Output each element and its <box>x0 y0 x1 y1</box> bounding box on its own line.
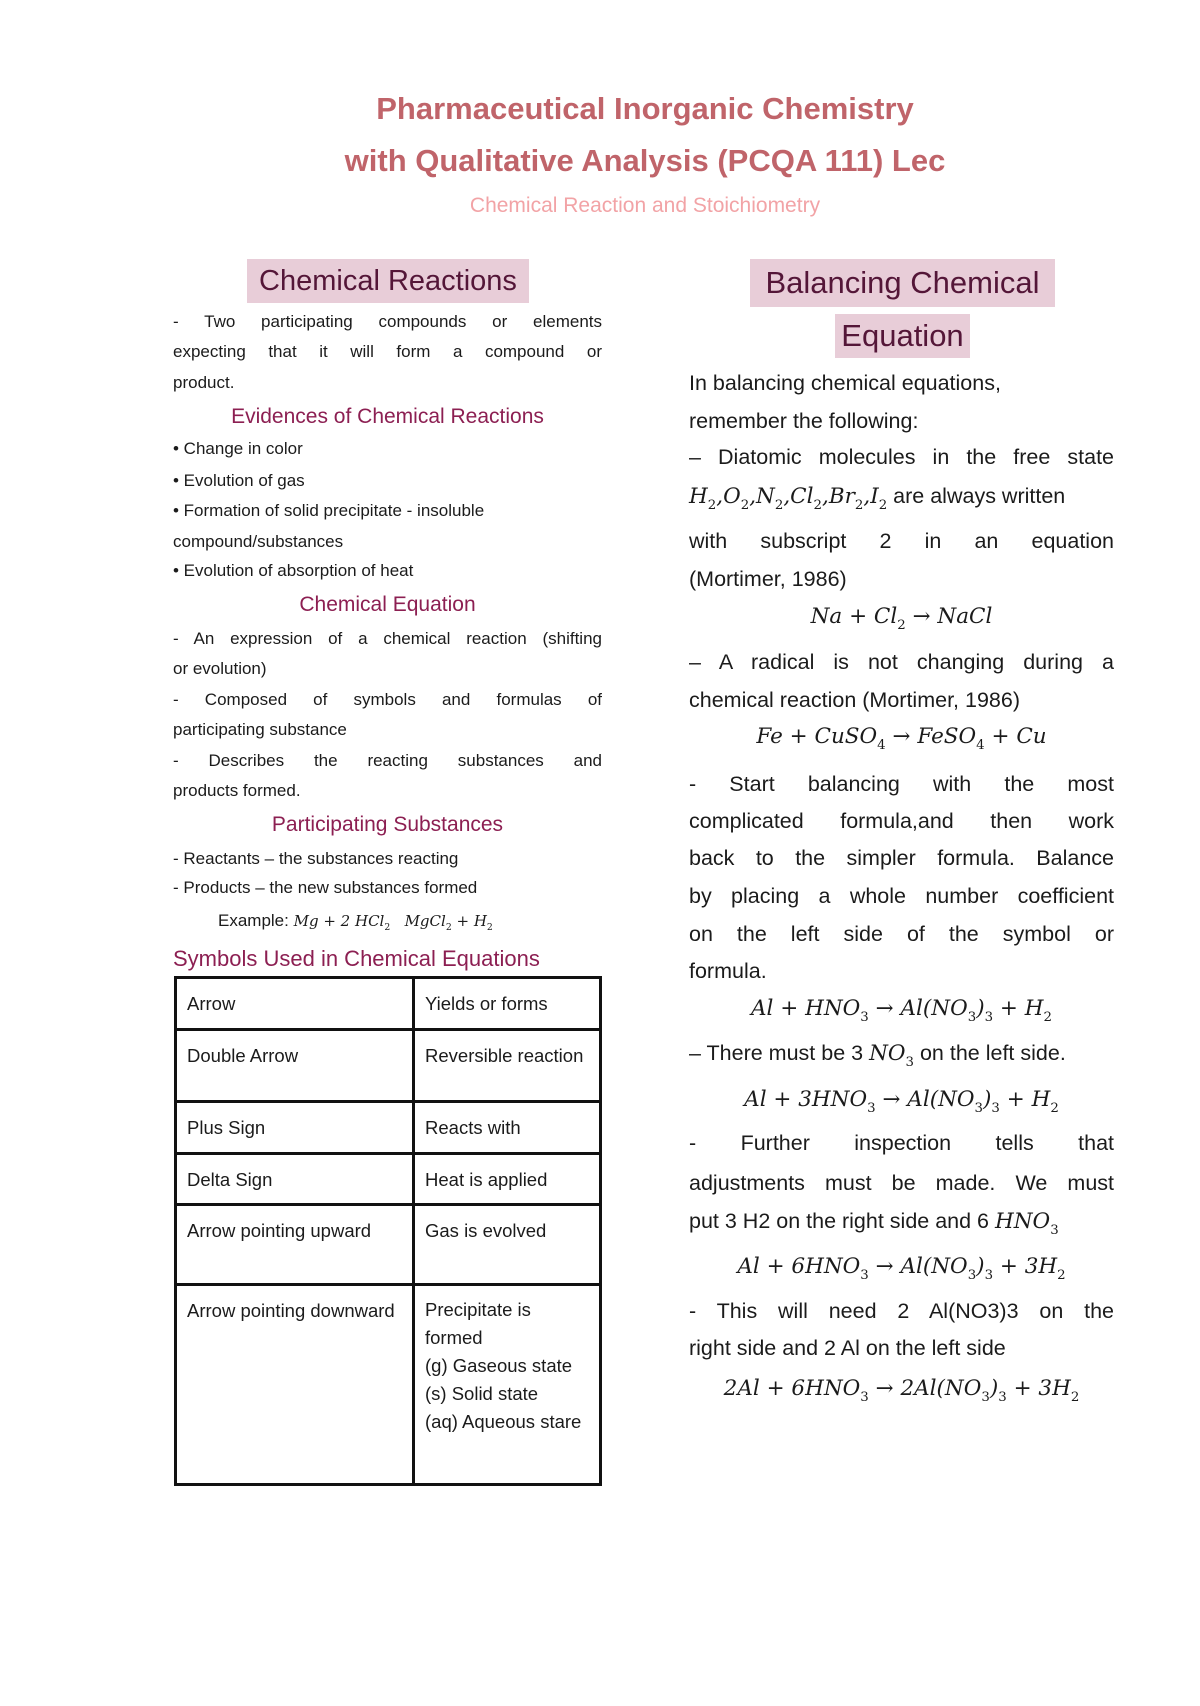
evidence-item: • Change in color <box>173 439 303 458</box>
symbol-name: Plus Sign <box>176 1102 414 1154</box>
start-line: back to the simpler formula. Balance <box>689 846 1114 870</box>
diatomic-formulas <box>689 484 888 513</box>
symbol-meaning: Reacts with <box>414 1102 601 1154</box>
equation-subscript: 3 <box>974 1100 984 1116</box>
equation-subscript: 3 <box>905 1054 914 1070</box>
equation-subscript: 2 <box>1070 1389 1080 1405</box>
equation-term: → 2Al(NO <box>868 1376 982 1401</box>
equation-subscript: 3 <box>860 1267 869 1283</box>
example-line <box>218 906 598 936</box>
symbol-name: Arrow <box>176 978 414 1030</box>
table-row <box>176 978 601 1030</box>
equation-subscript: 2 <box>1050 1100 1059 1116</box>
equation-term: ) <box>976 996 985 1021</box>
start-line: formula. <box>689 959 767 983</box>
diatomic-text: are always written <box>887 484 1066 508</box>
equation-term: + 3H <box>1006 1376 1071 1401</box>
equation-term: + 3H <box>993 1254 1058 1279</box>
equation-subscript: 4 <box>877 737 886 753</box>
equation-subscript: 3 <box>1050 1222 1059 1238</box>
subheading-symbols: Symbols Used in Chemical Equations <box>173 946 540 971</box>
participating-line: - Reactants – the substances reacting <box>173 849 459 868</box>
need-line: - This will need 2 Al(NO3)3 on the <box>689 1299 1114 1323</box>
equation-subscript: 3 <box>860 1389 869 1405</box>
equation-term: Al + 3HNO <box>744 1087 868 1112</box>
put-formula <box>995 1209 1059 1238</box>
equation-subscript: 2 <box>813 497 822 513</box>
equation-subscript: 2 <box>707 497 717 513</box>
further-line: adjustments must be made. We must <box>689 1171 1114 1195</box>
equation-term: ,Cl <box>783 484 814 509</box>
symbols-table <box>174 976 602 1486</box>
equation-term: 2Al + 6HNO <box>723 1376 861 1401</box>
equation-subscript: 3 <box>867 1100 876 1116</box>
evidence-item: • Evolution of gas <box>173 471 305 490</box>
equation-term: ,Br <box>821 484 855 509</box>
title-line-1: Pharmaceutical Inorganic Chemistry <box>376 91 914 126</box>
put-line <box>689 1202 1114 1240</box>
equation-term: ) <box>989 1376 999 1401</box>
symbol-name: Delta Sign <box>176 1154 414 1205</box>
equation-line: or evolution) <box>173 659 267 678</box>
symbol-meaning: Precipitate is formed (g) Gaseous state (s) Solid state (aq) Aqueous stare <box>414 1285 601 1485</box>
equation-term: → Al(NO <box>868 1254 968 1279</box>
equation-term: Na + Cl <box>810 604 898 629</box>
diatomic-line: – Diatomic molecules in the free state <box>689 445 1114 469</box>
subheading-participating-substances: Participating Substances <box>271 813 504 836</box>
symbol-name: Arrow pointing upward <box>176 1205 414 1285</box>
equation-subscript: 2 <box>897 617 906 633</box>
table-row <box>176 1154 601 1205</box>
diatomic-line: (Mortimer, 1986) <box>689 567 847 591</box>
table-row <box>176 1102 601 1154</box>
equation-term: HNO <box>995 1209 1051 1234</box>
equation-line: participating substance <box>173 720 347 739</box>
equation-subscript: 2 <box>1043 1009 1052 1025</box>
equation-subscript: 2 <box>486 922 493 934</box>
equation-subscript: 3 <box>860 1009 869 1025</box>
table-row <box>176 1285 601 1485</box>
need-line: right side and 2 Al on the left side <box>689 1336 1006 1360</box>
equation-line: - Composed of symbols and formulas of <box>173 690 602 709</box>
subheading-chemical-equation: Chemical Equation <box>299 593 476 616</box>
must-be-text: – There must be 3 <box>689 1041 870 1065</box>
start-line: - Start balancing with the most <box>689 772 1114 796</box>
equation-subscript: 3 <box>967 1009 977 1025</box>
equation-1 <box>689 990 1114 1028</box>
equation-nacl <box>689 598 1114 636</box>
equation-term: ,I <box>863 484 879 509</box>
equation-subscript: 2 <box>384 922 391 934</box>
equation-term: Al + HNO <box>751 996 861 1021</box>
symbol-name: Arrow pointing downward <box>176 1285 414 1485</box>
equation-fe <box>689 718 1114 756</box>
subheading-evidences: Evidences of Chemical Reactions <box>231 405 544 428</box>
equation-term: + Cu <box>984 724 1047 749</box>
equation-subscript: 2 <box>1057 1267 1066 1283</box>
section-heading-balancing-line1: Balancing Chemical <box>750 259 1055 307</box>
definition-line: product. <box>173 373 235 392</box>
must-be-line <box>689 1034 1114 1072</box>
equation-term: NO <box>869 1041 906 1066</box>
example-equation <box>293 912 493 934</box>
table-row <box>176 1205 601 1285</box>
equation-line: - Describes the reacting substances and <box>173 751 602 770</box>
equation-term: → Al(NO <box>868 996 968 1021</box>
diatomic-line: with subscript 2 in an equation <box>689 529 1114 553</box>
equation-subscript: 2 <box>774 497 784 513</box>
example-label: Example: <box>218 911 289 930</box>
title-line-2: with Qualitative Analysis (PCQA 111) Lec <box>344 143 946 178</box>
diatomic-line <box>689 477 1114 515</box>
equation-term: Al + 6HNO <box>737 1254 861 1279</box>
equation-term: + H <box>451 912 487 930</box>
equation-4 <box>689 1370 1114 1408</box>
equation-subscript: 2 <box>878 497 888 513</box>
further-line: - Further inspection tells that <box>689 1131 1114 1155</box>
equation-term: ) <box>976 1254 985 1279</box>
symbol-meaning: Gas is evolved <box>414 1205 601 1285</box>
equation-term: + H <box>999 1087 1051 1112</box>
equation-term: Fe + CuSO <box>756 724 878 749</box>
intro-line: In balancing chemical equations, <box>689 371 1001 395</box>
equation-term: + H <box>993 996 1044 1021</box>
equation-term: → FeSO <box>885 724 977 749</box>
start-line: complicated formula,and then work <box>689 809 1114 833</box>
equation-subscript: 2 <box>445 922 452 934</box>
evidence-item: • Evolution of absorption of heat <box>173 561 414 580</box>
equation-line: products formed. <box>173 781 301 800</box>
participating-line: - Products – the new substances formed <box>173 878 478 897</box>
equation-term: → NaCl <box>905 604 993 629</box>
evidence-item: compound/substances <box>173 532 344 551</box>
equation-term: ) <box>983 1087 992 1112</box>
must-be-formula <box>869 1041 914 1070</box>
equation-subscript: 3 <box>981 1389 990 1405</box>
equation-subscript: 3 <box>984 1267 994 1283</box>
equation-subscript: 4 <box>976 737 985 753</box>
equation-3 <box>689 1248 1114 1286</box>
equation-subscript: 3 <box>967 1267 977 1283</box>
symbol-meaning: Reversible reaction <box>414 1030 601 1102</box>
equation-term: → Al(NO <box>875 1087 975 1112</box>
equation-term: MgCl <box>390 912 446 930</box>
evidence-item: • Formation of solid precipitate - insoluble <box>173 501 485 520</box>
start-line: on the left side of the symbol or <box>689 922 1114 946</box>
equation-subscript: 3 <box>984 1009 994 1025</box>
put-text: put 3 H2 on the right side and 6 <box>689 1209 995 1233</box>
equation-term: Mg + 2 HCl <box>293 912 385 930</box>
equation-term: ,N <box>749 484 775 509</box>
radical-line: – A radical is not changing during a <box>689 650 1114 674</box>
must-be-text: on the left side. <box>914 1041 1066 1065</box>
symbol-meaning: Heat is applied <box>414 1154 601 1205</box>
section-heading-chemical-reactions: Chemical Reactions <box>247 259 529 303</box>
symbol-name: Double Arrow <box>176 1030 414 1102</box>
definition-line: expecting that it will form a compound or <box>173 342 602 361</box>
equation-2 <box>689 1081 1114 1119</box>
definition-line: - Two participating compounds or elements <box>173 312 602 331</box>
section-heading-balancing-line2: Equation <box>835 314 970 358</box>
equation-subscript: 2 <box>854 497 864 513</box>
table-row <box>176 1030 601 1102</box>
equation-subscript: 2 <box>740 497 750 513</box>
equation-subscript: 3 <box>998 1389 1007 1405</box>
subtitle: Chemical Reaction and Stoichiometry <box>469 194 821 217</box>
start-line: by placing a whole number coefficient <box>689 884 1114 908</box>
equation-line: - An expression of a chemical reaction (shifting <box>173 629 602 648</box>
symbol-meaning: Yields or forms <box>414 978 601 1030</box>
radical-line: chemical reaction (Mortimer, 1986) <box>689 688 1020 712</box>
equation-term: H <box>689 484 708 509</box>
equation-subscript: 3 <box>991 1100 1000 1116</box>
intro-line: remember the following: <box>689 409 919 433</box>
equation-term: ,O <box>716 484 741 509</box>
